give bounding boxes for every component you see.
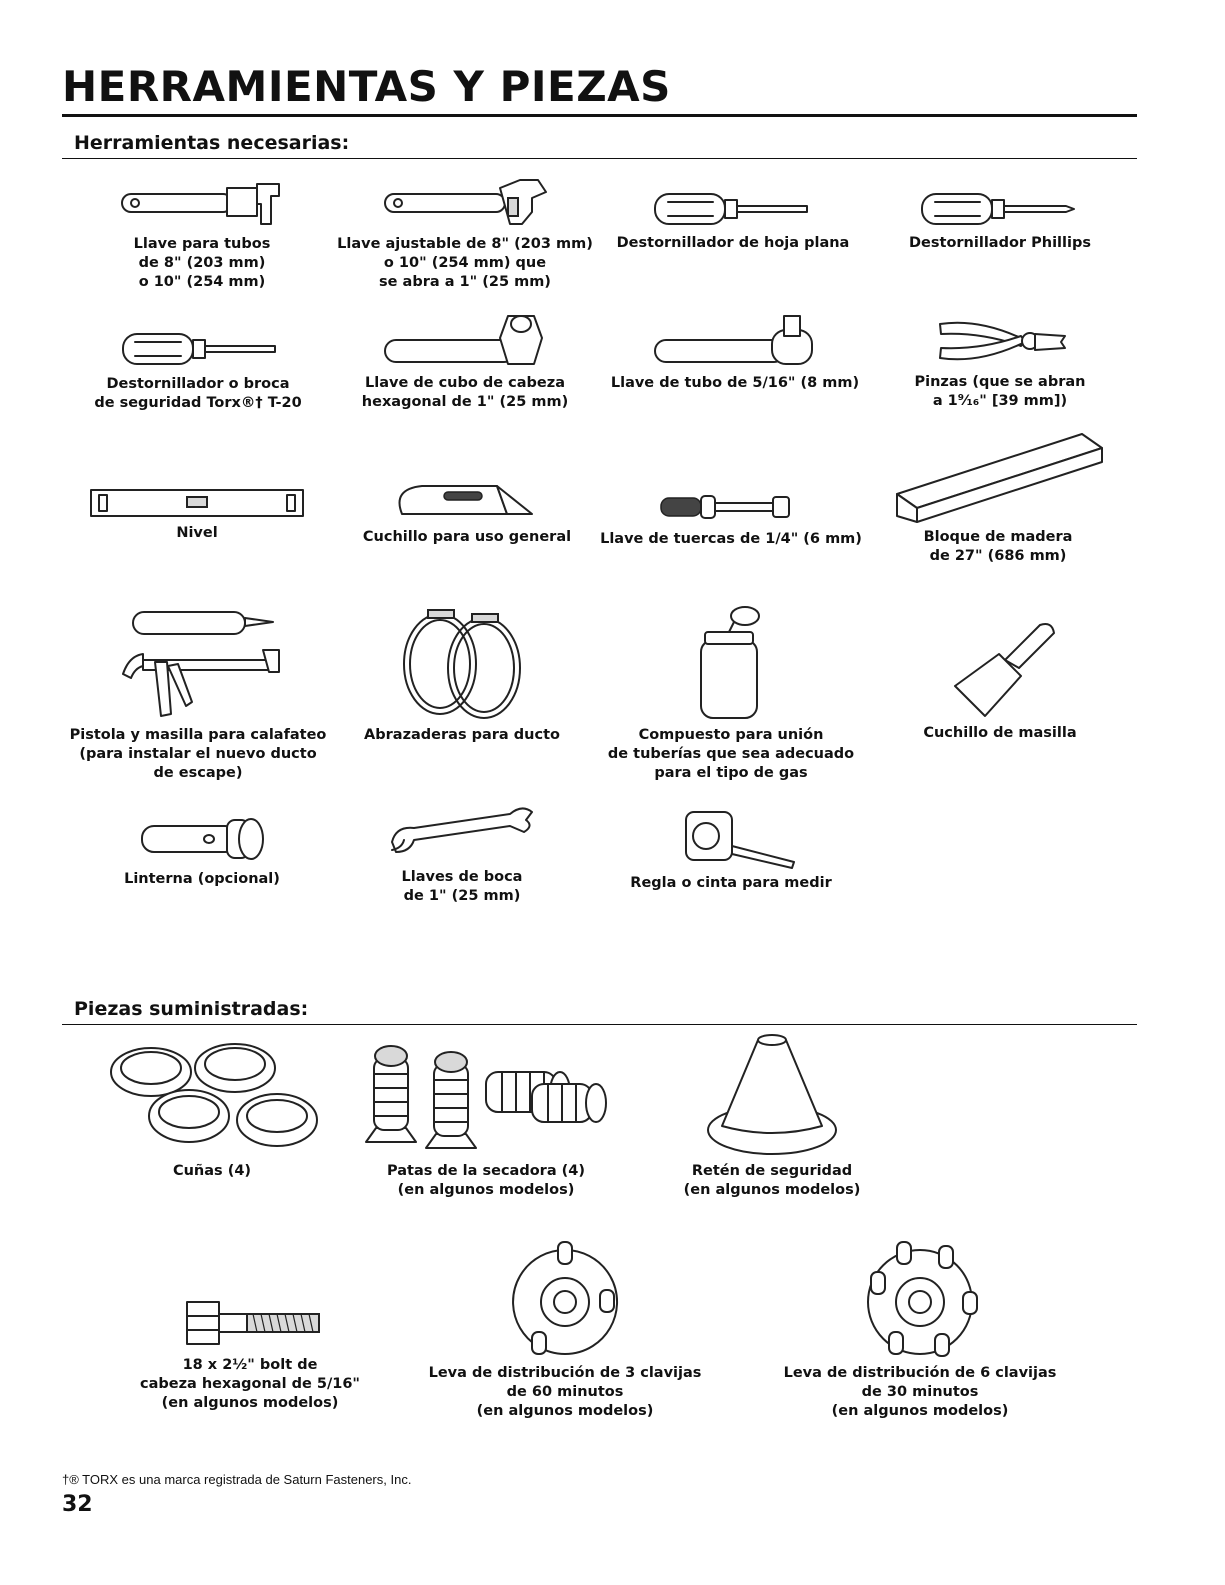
page-number: 32 bbox=[62, 1492, 93, 1517]
tool-item-hex-socket-wrench bbox=[350, 310, 580, 412]
tool-item-nut-driver bbox=[596, 488, 866, 549]
part-label: Leva de distribución de 6 clavijas de 30 minutos (en algunos modelos) bbox=[783, 1365, 1057, 1419]
pipe-compound-icon bbox=[671, 604, 791, 722]
tool-label: Linterna (opcional) bbox=[124, 871, 280, 887]
tool-label: Llaves de boca de 1" (25 mm) bbox=[401, 869, 523, 904]
dryer-legs-icon bbox=[356, 1038, 616, 1158]
putty-knife-icon bbox=[935, 620, 1065, 720]
tool-label: Cuchillo de masilla bbox=[923, 725, 1077, 741]
tool-item-level bbox=[82, 484, 312, 543]
tool-item-wood-block bbox=[892, 434, 1104, 566]
tool-label: Llave de tubo de 5/16" (8 mm) bbox=[610, 375, 860, 391]
tool-item-open-end-wrench bbox=[352, 802, 572, 906]
tool-item-duct-clamps bbox=[352, 602, 572, 745]
flat-screwdriver-icon bbox=[653, 188, 813, 230]
phillips-screwdriver-icon bbox=[920, 188, 1080, 230]
parts-heading: Piezas suministradas: bbox=[74, 998, 309, 1020]
tools-rule bbox=[62, 158, 1137, 159]
pipe-wrench-icon bbox=[117, 176, 287, 231]
part-label: 18 x 2½" bolt de cabeza hexagonal de 5/16" (en algunos modelos) bbox=[139, 1357, 360, 1411]
part-label: Cuñas (4) bbox=[172, 1163, 252, 1179]
torx-footnote: †® TORX es una marca registrada de Saturn Fasteners, Inc. bbox=[62, 1472, 412, 1487]
part-item-hex-bolt bbox=[120, 1290, 380, 1413]
hex-socket-wrench-icon bbox=[380, 310, 550, 370]
open-end-wrench-icon bbox=[382, 802, 542, 864]
flashlight-icon bbox=[127, 814, 277, 866]
cam-3-pin-icon bbox=[500, 1236, 630, 1360]
caulk-gun-icon bbox=[113, 602, 283, 722]
safety-retainer-icon bbox=[702, 1030, 842, 1158]
tape-measure-icon bbox=[656, 806, 806, 870]
tool-label: Destornillador Phillips bbox=[909, 235, 1091, 251]
tool-label: Llave para tubos de 8" (203 mm) o 10" (254 mm) bbox=[133, 236, 271, 290]
title-rule bbox=[62, 114, 1137, 117]
page-title: HERRAMIENTAS Y PIEZAS bbox=[62, 62, 671, 111]
tool-item-tape-measure bbox=[596, 806, 866, 893]
parts-rule bbox=[62, 1024, 1137, 1025]
adjustable-wrench-icon bbox=[380, 174, 550, 231]
tool-label: Destornillador o broca de seguridad Torx®† T-20 bbox=[94, 376, 302, 411]
duct-clamps-icon bbox=[392, 602, 532, 722]
tool-item-phillips-screwdriver bbox=[900, 188, 1100, 253]
tool-item-adjustable-wrench bbox=[330, 174, 600, 292]
tool-item-putty-knife bbox=[900, 620, 1100, 743]
part-label: Retén de seguridad (en algunos modelos) bbox=[683, 1163, 861, 1198]
nut-driver-icon bbox=[651, 488, 811, 526]
part-item-cam-6-pin bbox=[760, 1236, 1080, 1421]
tool-item-pliers bbox=[900, 314, 1100, 411]
wood-block-icon bbox=[893, 434, 1103, 524]
tools-heading: Herramientas necesarias: bbox=[74, 132, 350, 154]
tool-item-pipe-wrench bbox=[92, 176, 312, 292]
part-label: Patas de la secadora (4) (en algunos modelos) bbox=[387, 1163, 585, 1198]
tool-label: Cuchillo para uso general bbox=[362, 529, 572, 545]
socket-wrench-icon bbox=[650, 312, 820, 370]
tool-label: Nivel bbox=[176, 525, 218, 541]
tool-label: Regla o cinta para medir bbox=[630, 875, 832, 891]
tool-label: Bloque de madera de 27" (686 mm) bbox=[923, 529, 1073, 564]
torx-screwdriver-icon bbox=[113, 326, 283, 371]
wedges-icon bbox=[97, 1038, 327, 1158]
tool-label: Llave de tuercas de 1/4" (6 mm) bbox=[600, 531, 862, 547]
hex-bolt-icon bbox=[175, 1290, 325, 1352]
tool-item-utility-knife bbox=[352, 474, 582, 547]
tool-item-flat-screwdriver bbox=[608, 188, 858, 253]
cam-6-pin-icon bbox=[855, 1236, 985, 1360]
tool-label: Abrazaderas para ducto bbox=[364, 727, 560, 743]
tool-label: Llave ajustable de 8" (203 mm) o 10" (254 mm) que se abra a 1" (25 mm) bbox=[337, 236, 593, 290]
part-item-safety-retainer bbox=[652, 1030, 892, 1200]
tool-item-torx bbox=[88, 326, 308, 413]
tool-item-pipe-compound bbox=[596, 604, 866, 783]
tool-label: Pinzas (que se abran a 1⁹⁄₁₆" [39 mm]) bbox=[914, 374, 1086, 409]
part-item-dryer-legs bbox=[356, 1038, 616, 1200]
tool-item-flashlight bbox=[92, 814, 312, 889]
level-icon bbox=[87, 484, 307, 520]
tool-label: Compuesto para unión de tuberías que sea adecuado para el tipo de gas bbox=[607, 727, 855, 781]
tool-item-socket-wrench bbox=[600, 312, 870, 393]
tool-item-caulk-gun bbox=[62, 602, 334, 783]
tool-label: Pistola y masilla para calafateo (para instalar el nuevo ducto de escape) bbox=[69, 727, 327, 781]
utility-knife-icon bbox=[392, 474, 542, 524]
part-item-cam-3-pin bbox=[400, 1236, 730, 1421]
part-label: Leva de distribución de 3 clavijas de 60 minutos (en algunos modelos) bbox=[428, 1365, 702, 1419]
tool-label: Destornillador de hoja plana bbox=[616, 235, 850, 251]
tool-label: Llave de cubo de cabeza hexagonal de 1" (25 mm) bbox=[361, 375, 569, 410]
part-item-wedges bbox=[82, 1038, 342, 1181]
pliers-icon bbox=[925, 314, 1075, 369]
